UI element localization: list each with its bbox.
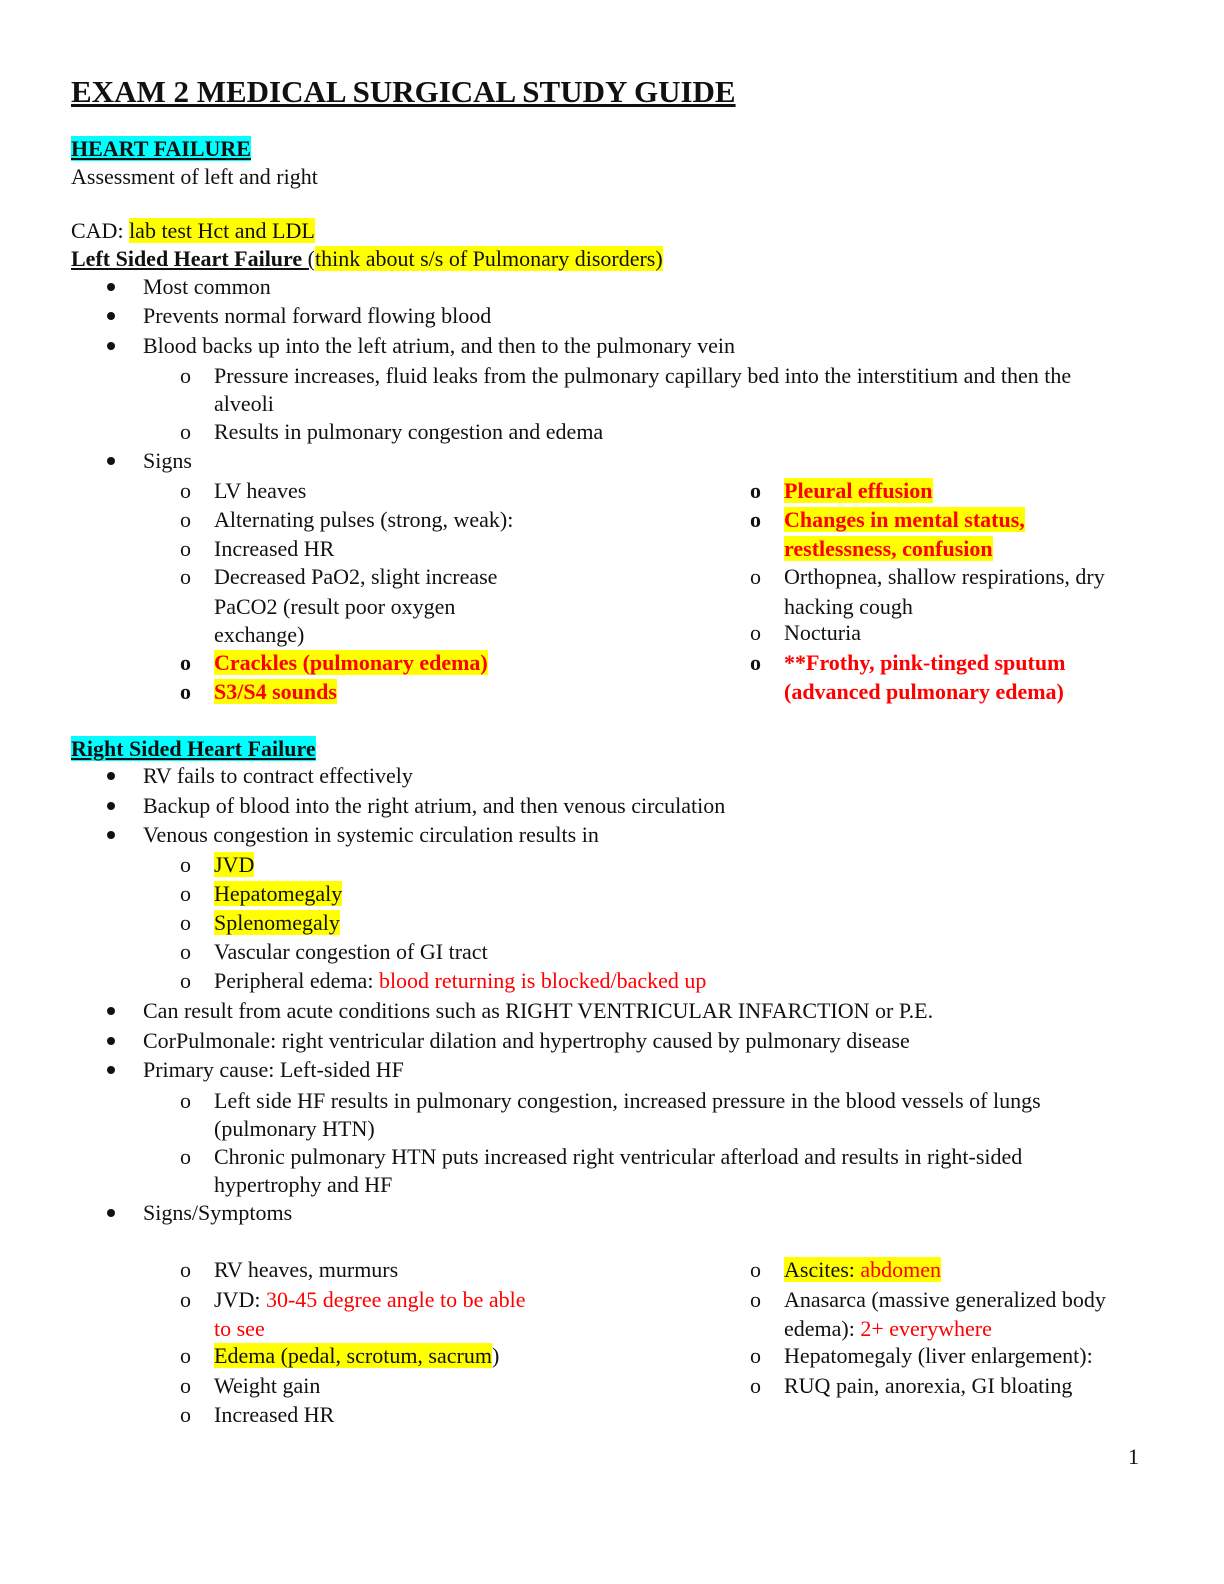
left-hf-heading-line <box>71 246 663 272</box>
left-hf-paren: ( <box>307 246 315 271</box>
bullet-icon <box>107 457 115 465</box>
right-hf-heading-text: Right Sided Heart Failure <box>71 736 316 761</box>
sub-bullet-icon: o <box>180 564 191 589</box>
sign-jvd-note: 30-45 degree angle to be able <box>265 1287 526 1312</box>
signs-symptoms-label: Signs/Symptoms <box>143 1200 293 1225</box>
sign-jvd-note-cont: to see <box>214 1316 265 1341</box>
sub-bullet-icon: o <box>750 478 761 503</box>
venous-peripheral <box>214 968 706 994</box>
sign-edema-close: ) <box>491 1343 500 1368</box>
venous-splenomegaly <box>214 910 340 936</box>
sub-bullet-icon: o <box>180 1343 191 1368</box>
bullet-icon <box>107 1066 115 1074</box>
right-hf-heading <box>71 736 316 762</box>
sign-edema <box>214 1343 499 1369</box>
list-item-cont: (pulmonary HTN) <box>214 1116 375 1141</box>
signs-label: Signs <box>143 448 192 473</box>
list-item-cont: alveoli <box>214 391 274 416</box>
bullet-icon <box>107 1209 115 1217</box>
sign-ascites <box>784 1257 941 1283</box>
sub-bullet-icon: o <box>180 478 191 503</box>
list-item: RV fails to contract effectively <box>143 763 413 788</box>
sign-pao2-cont: exchange) <box>214 622 305 647</box>
sign-nocturia: Nocturia <box>784 620 861 645</box>
list-item: Blood backs up into the left atrium, and then to the pulmonary vein <box>143 333 736 358</box>
sign-s3s4-text: S3/S4 sounds <box>214 679 337 704</box>
sign-anasarca-note: 2+ everywhere <box>860 1316 992 1341</box>
bullet-icon <box>107 1037 115 1045</box>
bullet-icon <box>107 802 115 810</box>
sub-bullet-icon: o <box>750 564 761 589</box>
sign-ruq-pain: RUQ pain, anorexia, GI bloating <box>784 1373 1073 1398</box>
sub-bullet-icon: o <box>180 419 191 444</box>
sub-bullet-icon: o <box>180 939 191 964</box>
sign-edema-text: Edema (pedal, scrotum, sacrum <box>214 1343 492 1368</box>
sub-bullet-icon: o <box>180 1088 191 1113</box>
sub-bullet-icon: o <box>180 910 191 935</box>
list-item: Pressure increases, fluid leaks from the pulmonary capillary bed into the interstitium and then the <box>214 363 1072 388</box>
sub-bullet-icon: o <box>180 507 191 532</box>
sign-pao2: Decreased PaO2, slight increase <box>214 564 498 589</box>
sign-pao2-cont: PaCO2 (result poor oxygen <box>214 594 456 619</box>
sign-ascites-label: Ascites: <box>784 1257 861 1282</box>
peripheral-label: Peripheral edema: <box>214 968 379 993</box>
sub-bullet-icon: o <box>180 1402 191 1427</box>
list-item: Left side HF results in pulmonary congestion, increased pressure in the blood vessels of lungs <box>214 1088 1041 1113</box>
cad-label: CAD: <box>71 218 130 243</box>
sign-hepatomegaly: Hepatomegaly (liver enlargement): <box>784 1343 1093 1368</box>
sign-frothy-sputum: **Frothy, pink-tinged sputum <box>784 650 1066 675</box>
sub-bullet-icon: o <box>180 679 191 704</box>
sign-pleural-effusion <box>784 478 933 504</box>
sub-bullet-icon: o <box>180 536 191 561</box>
list-item: Chronic pulmonary HTN puts increased right ventricular afterload and results in right-sided <box>214 1144 1023 1169</box>
venous-hepatomegaly <box>214 881 342 907</box>
sub-bullet-icon: o <box>750 507 761 532</box>
list-item: Most common <box>143 274 271 299</box>
bullet-icon <box>107 831 115 839</box>
sign-ascites-note: abdomen <box>860 1257 942 1282</box>
sub-bullet-icon: o <box>750 1257 761 1282</box>
venous-vascular: Vascular congestion of GI tract <box>214 939 488 964</box>
sign-anasarca-cont <box>784 1316 992 1342</box>
list-item: Results in pulmonary congestion and edema <box>214 419 604 444</box>
sign-anasarca-label: edema): <box>784 1316 861 1341</box>
list-item: Can result from acute conditions such as RIGHT VENTRICULAR INFARCTION or P.E. <box>143 998 934 1023</box>
page-number: 1 <box>1128 1444 1139 1469</box>
cad-value: lab test Hct and LDL <box>129 218 315 243</box>
bullet-icon <box>107 283 115 291</box>
sign-jvd-label: JVD: <box>214 1287 266 1312</box>
list-item: Backup of blood into the right atrium, and then venous circulation <box>143 793 726 818</box>
list-item-cont: hypertrophy and HF <box>214 1172 393 1197</box>
sign-mental-status <box>784 507 1025 533</box>
sub-bullet-icon: o <box>180 881 191 906</box>
sign-weight-gain: Weight gain <box>214 1373 321 1398</box>
sign-orthopnea-cont: hacking cough <box>784 594 913 619</box>
assessment-text: Assessment of left and right <box>71 164 318 189</box>
sub-bullet-icon: o <box>180 363 191 388</box>
sign-mental-text-cont: restlessness, confusion <box>784 536 993 561</box>
venous-spleno-text: Splenomegaly <box>214 910 340 935</box>
list-item: CorPulmonale: right ventricular dilation and hypertrophy caused by pulmonary disease <box>143 1028 910 1053</box>
venous-hepato-text: Hepatomegaly <box>214 881 343 906</box>
sub-bullet-icon: o <box>180 1144 191 1169</box>
sub-bullet-icon: o <box>180 1257 191 1282</box>
sub-bullet-icon: o <box>750 1373 761 1398</box>
sign-lv-heaves: LV heaves <box>214 478 307 503</box>
sub-bullet-icon: o <box>750 1287 761 1312</box>
bullet-icon <box>107 342 115 350</box>
bullet-icon <box>107 772 115 780</box>
sign-jvd <box>214 1287 526 1313</box>
bullet-icon <box>107 1007 115 1015</box>
sign-rv-heaves: RV heaves, murmurs <box>214 1257 399 1282</box>
sign-alternating-pulses: Alternating pulses (strong, weak): <box>214 507 514 532</box>
sub-bullet-icon: o <box>180 968 191 993</box>
sub-bullet-icon: o <box>180 852 191 877</box>
sub-bullet-icon: o <box>750 1343 761 1368</box>
sign-mental-text: Changes in mental status, <box>784 507 1025 532</box>
sign-frothy-sputum-cont: (advanced pulmonary edema) <box>784 679 1064 704</box>
venous-jvd-text: JVD <box>214 852 255 877</box>
sign-s3s4 <box>214 679 337 705</box>
sub-bullet-icon: o <box>180 1287 191 1312</box>
list-item: Prevents normal forward flowing blood <box>143 303 492 328</box>
list-item: Venous congestion in systemic circulation results in <box>143 822 599 847</box>
peripheral-note: blood returning is blocked/backed up <box>378 968 707 993</box>
cad-line <box>71 218 315 244</box>
sign-orthopnea: Orthopnea, shallow respirations, dry <box>784 564 1105 589</box>
sign-increased-hr: Increased HR <box>214 1402 335 1427</box>
sub-bullet-icon: o <box>750 650 761 675</box>
sub-bullet-icon: o <box>180 1373 191 1398</box>
sub-bullet-icon: o <box>750 620 761 645</box>
sign-mental-status-cont <box>784 536 993 562</box>
list-item: Primary cause: Left-sided HF <box>143 1057 404 1082</box>
page-title: EXAM 2 MEDICAL SURGICAL STUDY GUIDE <box>71 74 736 109</box>
heart-failure-heading-text: HEART FAILURE <box>71 136 251 161</box>
sign-crackles-text: Crackles (pulmonary edema) <box>214 650 488 675</box>
sign-crackles <box>214 650 488 676</box>
left-hf-heading: Left Sided Heart Failure <box>71 246 308 271</box>
sign-anasarca: Anasarca (massive generalized body <box>784 1287 1106 1312</box>
left-hf-note: think about s/s of Pulmonary disorders) <box>315 246 663 271</box>
bullet-icon <box>107 312 115 320</box>
sign-pleural-text: Pleural effusion <box>784 478 933 503</box>
heart-failure-heading <box>71 136 251 162</box>
venous-jvd <box>214 852 254 878</box>
sub-bullet-icon: o <box>180 650 191 675</box>
sign-increased-hr: Increased HR <box>214 536 335 561</box>
sign-ascites-highlight <box>784 1257 941 1282</box>
